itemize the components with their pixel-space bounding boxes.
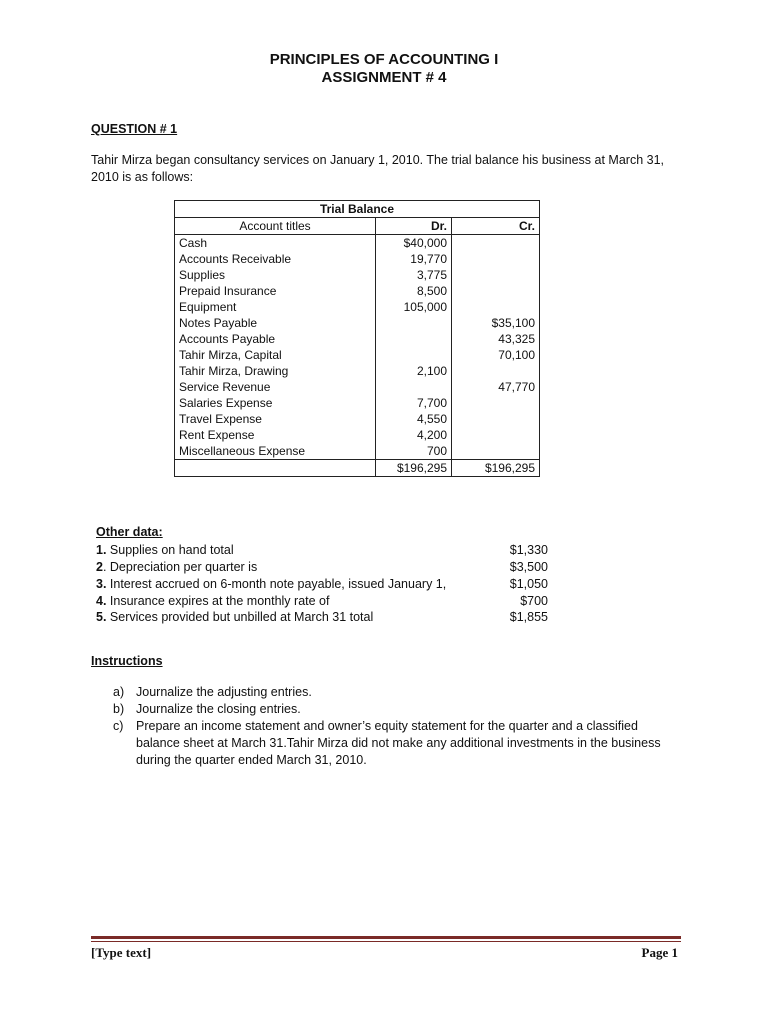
table-row — [175, 363, 540, 379]
account-cell: Salaries Expense — [175, 395, 376, 411]
account-cell: Accounts Payable — [175, 331, 376, 347]
cr-cell — [452, 267, 540, 283]
total-dr: $196,295 — [376, 460, 452, 477]
table-row — [175, 347, 540, 363]
dr-cell: 4,550 — [376, 411, 452, 427]
table-row — [175, 395, 540, 411]
cr-cell — [452, 283, 540, 299]
item-amount: $1,855 — [509, 610, 548, 624]
trial-balance-table — [174, 200, 540, 477]
dr-cell: 2,100 — [376, 363, 452, 379]
table-row — [175, 283, 540, 299]
table-header-row — [175, 218, 540, 235]
table-row — [175, 251, 540, 267]
other-data-item — [96, 560, 548, 577]
dr-cell: 105,000 — [376, 299, 452, 315]
item-amount: $1,050 — [509, 577, 548, 591]
instruction-label: a) — [113, 685, 125, 699]
column-header-account: Account titles — [175, 218, 376, 235]
other-data-heading: Other data: — [96, 525, 163, 539]
footer-left-text: [Type text] — [91, 945, 152, 960]
instruction-text: Prepare an income statement and owner’s equity statement for the quarter and a classified balance sheet at March 31.Tahir Mirza did not make any additional investments in the business during the quarter ended March 31, 2010. — [136, 719, 661, 767]
other-data-item — [96, 594, 548, 611]
table-caption-row — [175, 201, 540, 218]
instruction-item — [113, 718, 683, 769]
dr-cell: 8,500 — [376, 283, 452, 299]
instruction-label: c) — [113, 719, 124, 733]
table-row — [175, 427, 540, 443]
cr-cell — [452, 427, 540, 443]
account-cell: Tahir Mirza, Drawing — [175, 363, 376, 379]
cr-cell — [452, 235, 540, 252]
dr-cell: 4,200 — [376, 427, 452, 443]
item-text: Services provided but unbilled at March 31 total — [106, 610, 374, 624]
item-text: Insurance expires at the monthly rate of — [106, 594, 330, 608]
table-row — [175, 411, 540, 427]
cr-cell — [452, 443, 540, 460]
table-row — [175, 235, 540, 252]
item-number: 2 — [96, 560, 103, 574]
footer-rule-thick — [91, 936, 681, 939]
table-row — [175, 299, 540, 315]
table-row — [175, 379, 540, 395]
item-amount: $1,330 — [509, 543, 548, 557]
dr-cell — [376, 331, 452, 347]
instructions-heading: Instructions — [91, 654, 163, 668]
column-header-dr: Dr. — [376, 218, 452, 235]
account-cell: Supplies — [175, 267, 376, 283]
dr-cell: $40,000 — [376, 235, 452, 252]
footer-rule-thin — [91, 941, 681, 942]
item-number: 5. — [96, 610, 107, 624]
dr-cell: 7,700 — [376, 395, 452, 411]
account-cell: Prepaid Insurance — [175, 283, 376, 299]
dr-cell — [376, 379, 452, 395]
question-heading: QUESTION # 1 — [91, 122, 178, 136]
table-row — [175, 331, 540, 347]
total-cr: $196,295 — [452, 460, 540, 477]
item-text: Supplies on hand total — [106, 543, 234, 557]
item-number: 4. — [96, 594, 107, 608]
item-number: 1. — [96, 543, 107, 557]
account-cell: Notes Payable — [175, 315, 376, 331]
table-caption: Trial Balance — [175, 201, 540, 218]
cr-cell — [452, 395, 540, 411]
item-text: . Depreciation per quarter is — [102, 560, 258, 574]
account-cell: Accounts Receivable — [175, 251, 376, 267]
account-cell: Travel Expense — [175, 411, 376, 427]
account-cell: Cash — [175, 235, 376, 252]
instruction-label: b) — [113, 702, 125, 716]
cr-cell: $35,100 — [452, 315, 540, 331]
dr-cell: 3,775 — [376, 267, 452, 283]
item-number: 3. — [96, 577, 107, 591]
account-cell: Equipment — [175, 299, 376, 315]
instruction-item — [113, 684, 683, 701]
account-cell: Tahir Mirza, Capital — [175, 347, 376, 363]
total-label-cell — [175, 460, 376, 477]
question-intro: Tahir Mirza began consultancy services on January 1, 2010. The trial balance his business at March 31, 2010 is as follows: — [91, 153, 664, 184]
assignment-number: ASSIGNMENT # 4 — [321, 69, 447, 86]
item-text: Interest accrued on 6-month note payable, issued January 1, — [106, 577, 447, 591]
column-header-cr: Cr. — [452, 218, 540, 235]
cr-cell — [452, 411, 540, 427]
other-data-item — [96, 543, 548, 560]
dr-cell — [376, 347, 452, 363]
cr-cell: 70,100 — [452, 347, 540, 363]
account-cell: Rent Expense — [175, 427, 376, 443]
other-data-item — [96, 610, 548, 627]
dr-cell: 19,770 — [376, 251, 452, 267]
item-amount: $3,500 — [509, 560, 548, 574]
instruction-text: Journalize the adjusting entries. — [136, 685, 312, 699]
table-total-row — [175, 460, 540, 477]
page-number: Page 1 — [641, 945, 678, 960]
document-title: PRINCIPLES OF ACCOUNTING I — [269, 51, 499, 68]
cr-cell — [452, 251, 540, 267]
table-row — [175, 315, 540, 331]
cr-cell — [452, 363, 540, 379]
account-cell: Miscellaneous Expense — [175, 443, 376, 460]
cr-cell — [452, 299, 540, 315]
account-cell: Service Revenue — [175, 379, 376, 395]
cr-cell: 47,770 — [452, 379, 540, 395]
dr-cell — [376, 315, 452, 331]
cr-cell: 43,325 — [452, 331, 540, 347]
dr-cell: 700 — [376, 443, 452, 460]
other-data-item — [96, 577, 548, 594]
table-row — [175, 267, 540, 283]
item-amount: $700 — [520, 594, 548, 608]
instruction-item — [113, 701, 683, 718]
instruction-text: Journalize the closing entries. — [136, 702, 301, 716]
table-row — [175, 443, 540, 460]
